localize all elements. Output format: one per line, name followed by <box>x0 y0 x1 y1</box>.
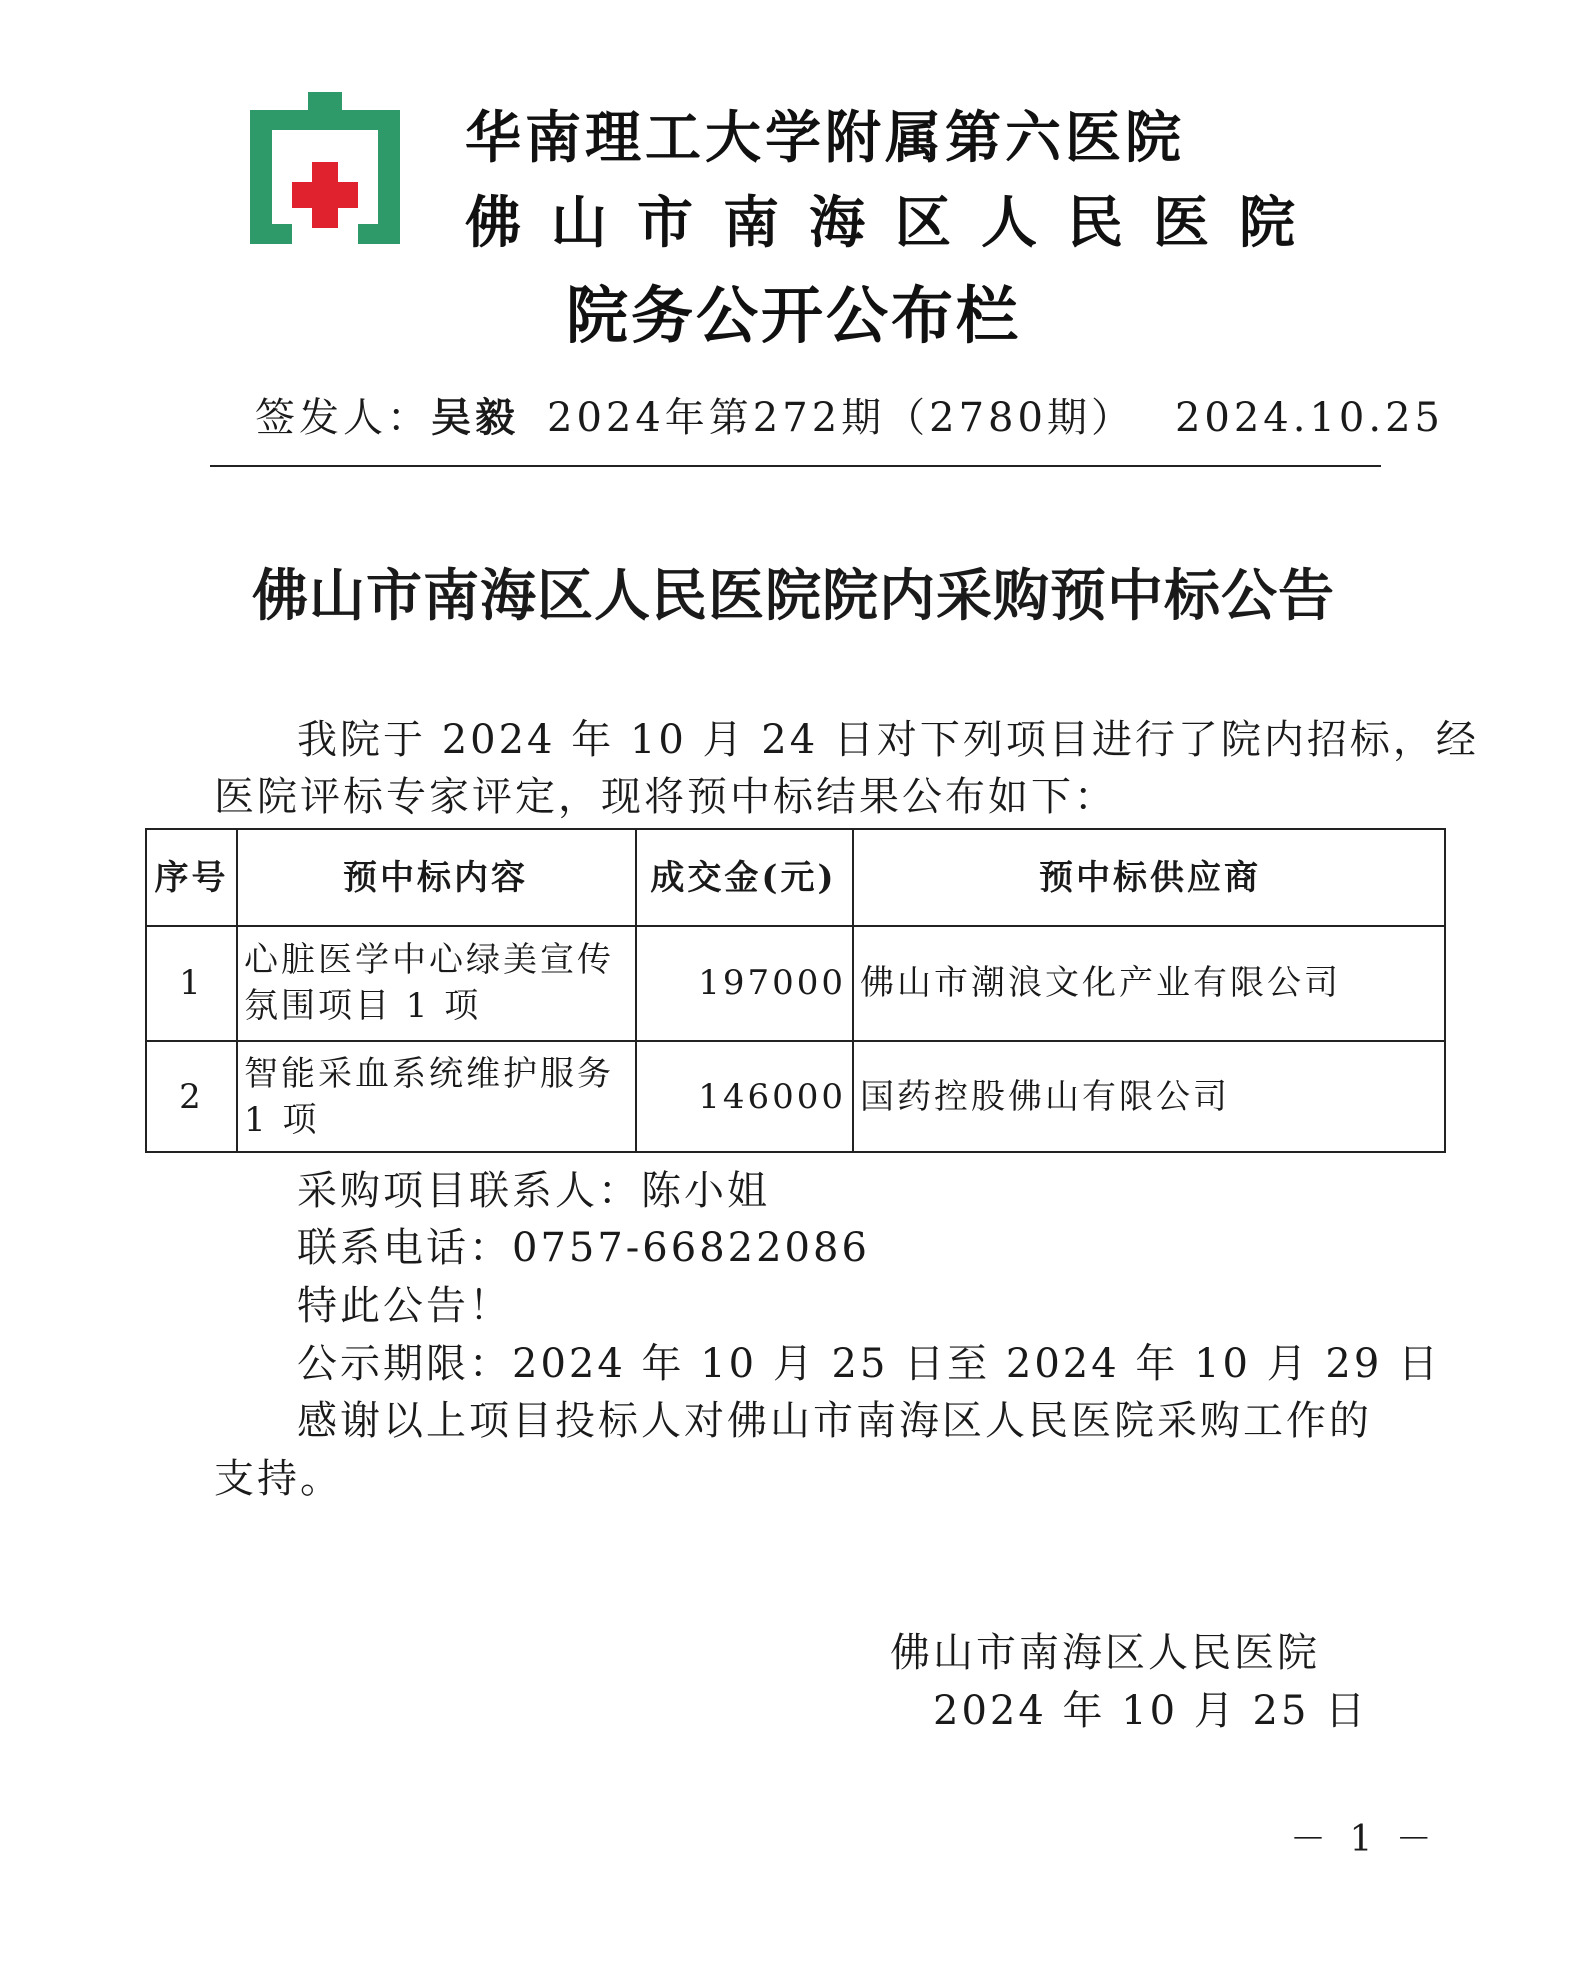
table-header-content: 预中标内容 <box>343 857 528 898</box>
intro-line-1: 我院于 2024 年 10 月 24 日对下列项目进行了院内招标，经 <box>297 717 1479 763</box>
page-number: － 1 － <box>1290 1819 1438 1860</box>
intro-line-2: 医院评标专家评定，现将预中标结果公布如下： <box>214 774 1117 820</box>
signature-organization: 佛山市南海区人民医院 <box>890 1630 1320 1676</box>
table-cell-no: 2 <box>179 1076 204 1117</box>
thanks-line-1: 感谢以上项目投标人对佛山市南海区人民医院采购工作的 <box>297 1398 1372 1444</box>
table-cell-supplier: 佛山市潮浪文化产业有限公司 <box>860 962 1341 1003</box>
table-cell-supplier: 国药控股佛山有限公司 <box>860 1076 1230 1117</box>
table-cell-no: 1 <box>179 962 204 1003</box>
board-title: 院务公开公布栏 <box>565 279 1021 352</box>
table-cell-amount: 146000 <box>698 1076 846 1117</box>
issue-date: 2024.10.25 <box>1174 395 1444 441</box>
thanks-line-2: 支持。 <box>214 1456 343 1502</box>
table-header-supplier: 预中标供应商 <box>1039 857 1261 898</box>
hospital-logo <box>250 92 400 244</box>
publicity-period: 公示期限：2024 年 10 月 25 日至 2024 年 10 月 29 日 <box>297 1341 1442 1387</box>
table-cell-content: 心脏医学中心绿美宣传氛围项目 1 项 <box>244 939 614 1026</box>
table-header-no: 序号 <box>154 857 229 898</box>
contact-person: 采购项目联系人：陈小姐 <box>297 1168 770 1214</box>
signer-name: 吴毅 <box>431 394 519 441</box>
signature-date: 2024 年 10 月 25 日 <box>933 1688 1369 1734</box>
issue-number: 2024年第272期（2780期） <box>547 395 1135 441</box>
contact-phone: 联系电话：0757-66822086 <box>297 1225 870 1271</box>
table-header-amount: 成交金(元) <box>650 857 837 898</box>
bid-result-table <box>145 828 1446 1153</box>
issue-line <box>255 393 1444 443</box>
signer-label: 签发人： <box>255 395 431 441</box>
hospital-name-line2: 佛山市南海区人民医院 <box>465 190 1325 256</box>
table-cell-amount: 197000 <box>698 962 846 1003</box>
table-cell-content: 智能采血系统维护服务 1 项 <box>244 1053 614 1140</box>
hospital-name-line1: 华南理工大学附属第六医院 <box>465 105 1185 171</box>
document-title: 佛山市南海区人民医院院内采购预中标公告 <box>252 563 1335 629</box>
notice-text: 特此公告！ <box>297 1283 512 1329</box>
header-divider <box>210 465 1381 467</box>
